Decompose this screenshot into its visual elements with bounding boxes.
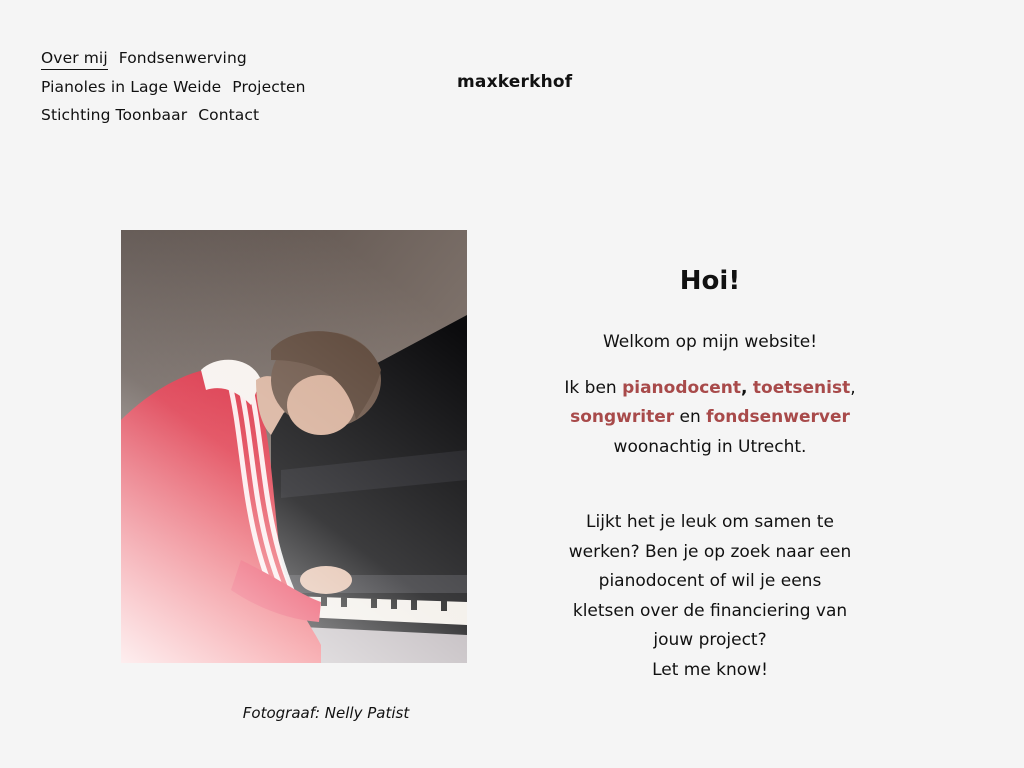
cta-line: werken? Ben je op zoek naar een	[568, 541, 852, 562]
roles-prefix: Ik ben	[564, 377, 617, 398]
roles-residence: woonachtig in Utrecht.	[613, 436, 807, 457]
roles-text	[540, 374, 880, 463]
cta-text	[540, 508, 880, 685]
nav-item-stichting-toonbaar[interactable]: Stichting Toonbaar	[41, 106, 188, 124]
nav-item-pianoles-lage-weide[interactable]: Pianoles in Lage Weide	[41, 77, 222, 96]
cta-line: Let me know!	[652, 659, 768, 680]
link-pianodocent[interactable]: pianodocent	[622, 377, 742, 398]
roles-and: en	[679, 407, 701, 427]
link-songwriter[interactable]: songwriter	[570, 407, 675, 427]
cta-line: kletsen over de financiering van	[572, 600, 848, 621]
link-fondsenwerver[interactable]: fondsenwerver	[706, 407, 850, 427]
cta-line: pianodocent of wil je eens	[598, 571, 822, 591]
intro-section	[540, 262, 880, 685]
roles-comma-2: ,	[850, 377, 856, 398]
pianist-photo	[121, 230, 467, 663]
nav-item-over-mij[interactable]: Over mij	[41, 49, 108, 70]
welcome-text: Welkom op mijn website!	[602, 332, 818, 352]
cta-line: Lijkt het je leuk om samen te	[586, 512, 834, 532]
cta-line: jouw project?	[653, 630, 767, 650]
nav-item-projecten[interactable]: Projecten	[232, 77, 306, 96]
link-toetsenist[interactable]: toetsenist	[752, 377, 851, 398]
site-logo[interactable]: maxkerkhof	[457, 72, 573, 92]
main-nav	[41, 44, 341, 130]
photo-caption: Fotograaf: Nelly Patist	[242, 704, 410, 722]
nav-item-contact[interactable]: Contact	[198, 106, 260, 124]
roles-comma-1: ,	[741, 377, 748, 398]
nav-item-fondsenwerving[interactable]: Fondsenwerving	[118, 49, 247, 67]
intro-heading: Hoi!	[679, 266, 741, 296]
